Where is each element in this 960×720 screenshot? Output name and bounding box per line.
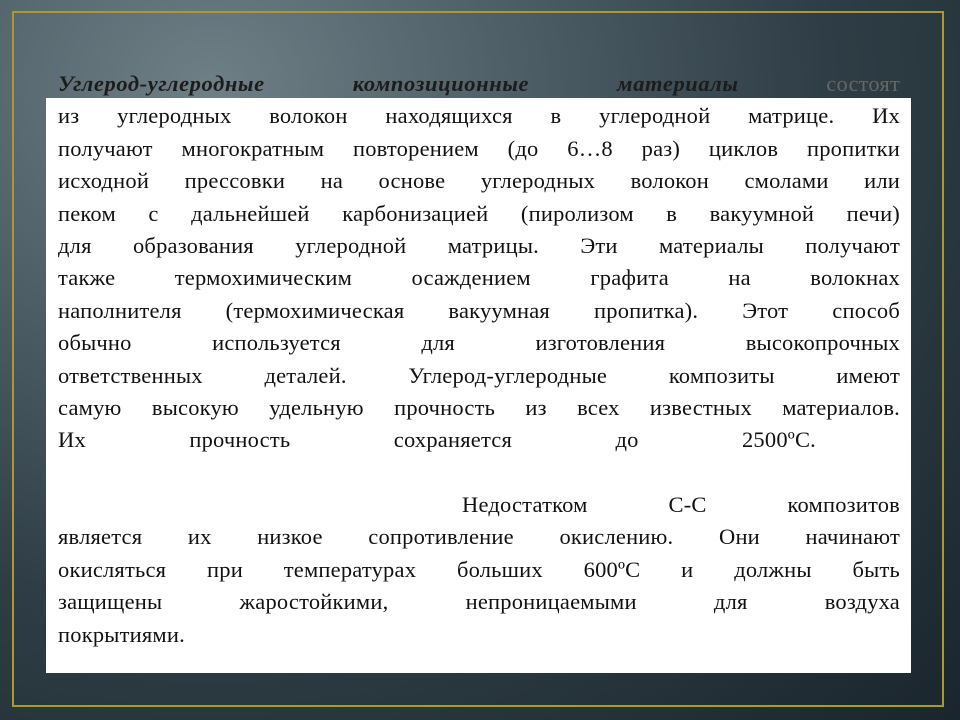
paragraph1-line: пеком с дальнейшей карбонизацией (пиролизом в вакуумной печи) [58, 200, 900, 226]
slide-heading: Углерод-углеродные композиционные материалы [58, 71, 739, 96]
paragraph1-line: также термохимическим осаждением графита на волокнах [58, 265, 900, 291]
paragraph2-line: является их низкое сопротивление окислению. Они начинают [58, 524, 900, 550]
heading-tail: состоят [826, 71, 901, 96]
paragraph2-line: защищены жаростойкими, непроницаемыми для воздуха [58, 589, 900, 615]
paragraph2-line: окисляться при температурах больших 600ºС и должны быть [58, 556, 900, 582]
paragraph1-line: ответственных деталей. Углерод-углеродные композиты имеют [58, 362, 900, 388]
paragraph1-line: из углеродных волокон находящихся в углеродной матрице. Их [58, 103, 900, 129]
paragraph2-last-line: покрытиями. [58, 621, 185, 647]
paragraph1-line: самую высокую удельную прочность из всех известных материалов. [58, 394, 900, 420]
slide-body-text [58, 68, 900, 651]
paragraph1-line: для образования углеродной матрицы. Эти материалы получают [58, 232, 900, 258]
paragraph1-line: наполнителя (термохимическая вакуумная пропитка). Этот способ [58, 297, 900, 323]
heading-line [58, 68, 900, 100]
paragraph-spacer [58, 457, 900, 489]
paragraph1-line: исходной прессовки на основе углеродных волокон смолами или [58, 168, 900, 194]
paragraph1-line: получают многократным повторением (до 6…8 раз) циклов пропитки [58, 135, 900, 161]
paragraph1-line: обычно используется для изготовления высокопрочных [58, 330, 900, 356]
paragraph1-last-line: Их прочность сохраняется до 2500ºС. [58, 427, 816, 453]
paragraph2-first-line: Недостатком С-С композитов [462, 492, 900, 518]
